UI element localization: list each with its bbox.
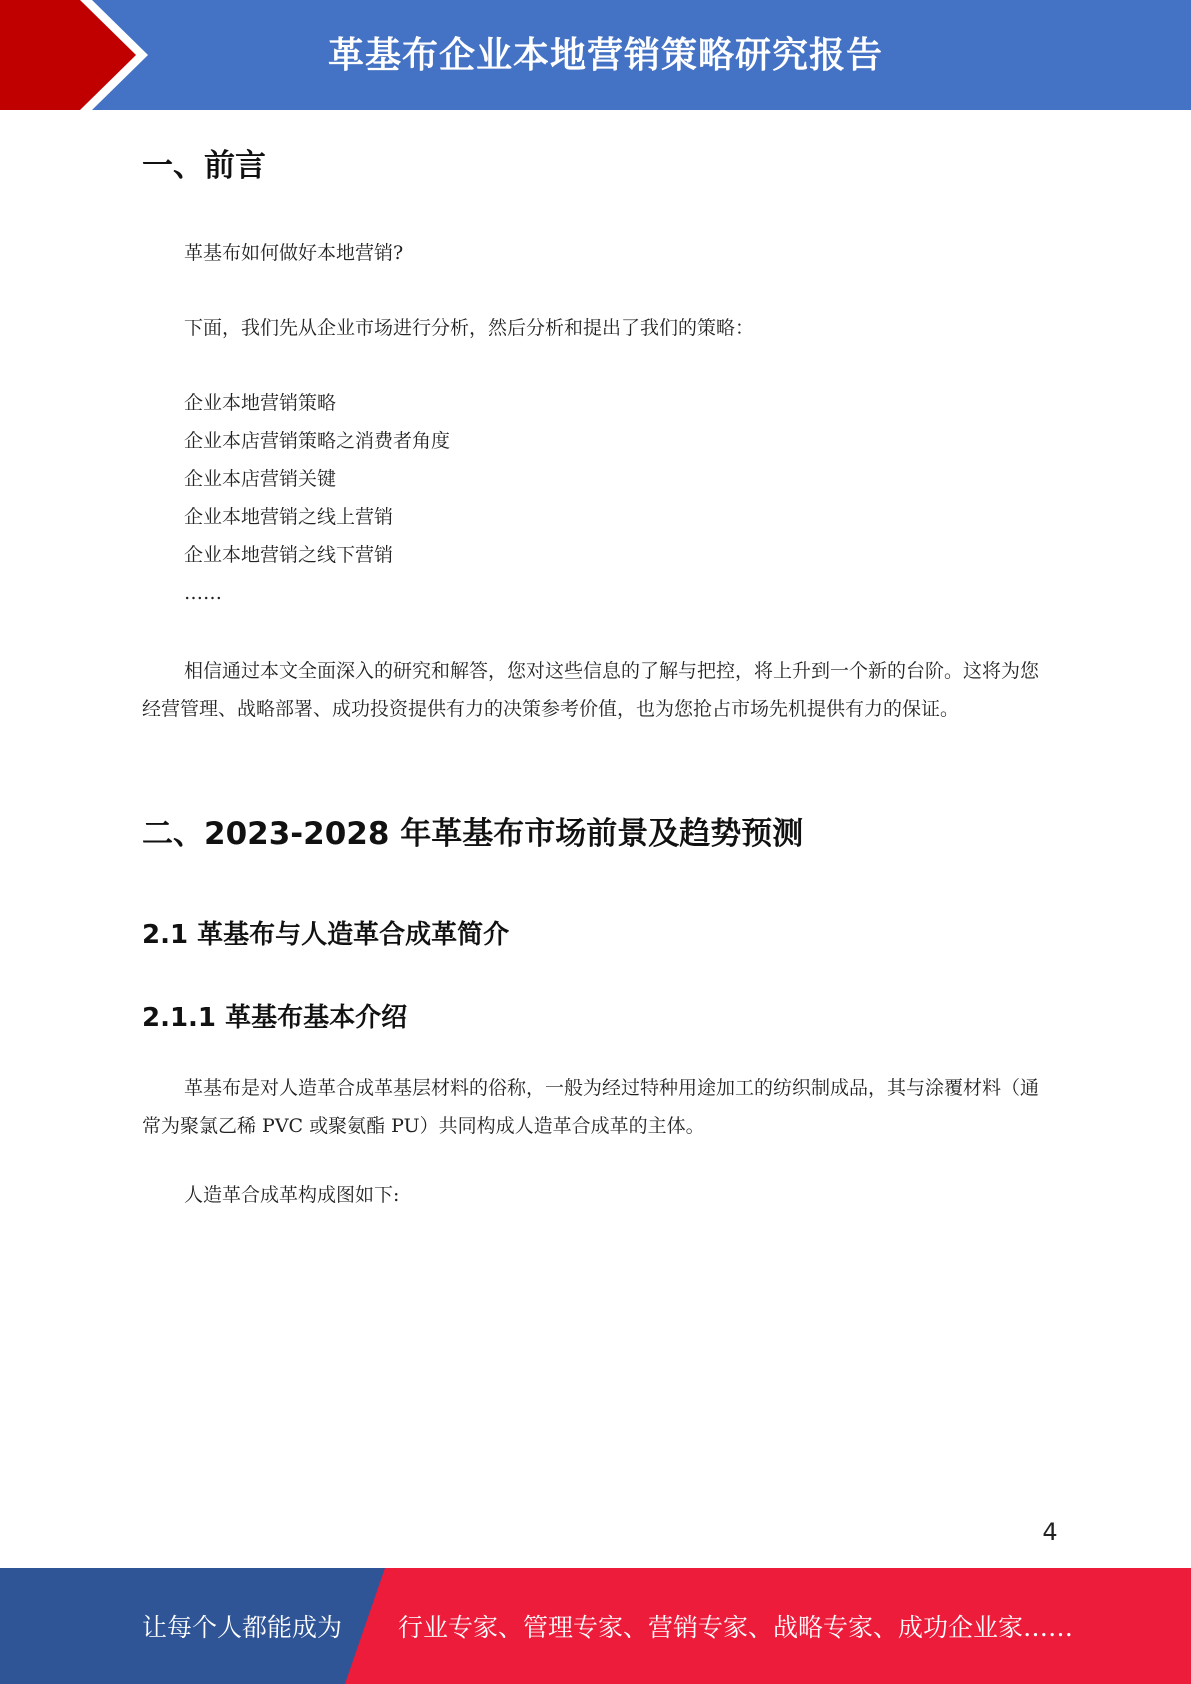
section-2-1-1-heading: 2.1.1 革基布基本介绍: [142, 1003, 408, 1033]
definition-paragraph: 革基布是对人造革合成革基层材料的俗称，一般为经过特种用途加工的纺织制成品，其与涂覆材料（通常为聚氯乙稀 PVC 或聚氨酯 PU）共同构成人造革合成革的主体。: [142, 1077, 1040, 1137]
section-1-heading: 一、前言: [142, 148, 266, 184]
page-number: 4: [1042, 1518, 1058, 1546]
strategy-list: [184, 384, 450, 612]
list-item: 企业本地营销之线下营销: [184, 544, 394, 566]
page-header: [0, 0, 1191, 110]
report-title: 革基布企业本地营销策略研究报告: [327, 34, 883, 76]
list-item: 企业本店营销策略之消费者角度: [184, 430, 451, 452]
footer-slogan-left: 让每个人都能成为: [142, 1613, 343, 1642]
list-item: 企业本店营销关键: [184, 468, 337, 490]
intro-question: 革基布如何做好本地营销?: [184, 242, 404, 264]
intro-paragraph: 下面，我们先从企业市场进行分析，然后分析和提出了我们的策略：: [184, 317, 755, 339]
list-item: 企业本地营销之线上营销: [184, 506, 394, 528]
section-2-1-heading: 2.1 革基布与人造革合成革简介: [142, 920, 510, 950]
figure-intro: 人造革合成革构成图如下:: [184, 1184, 400, 1206]
footer-slogan-right: 行业专家、管理专家、营销专家、战略专家、成功企业家……: [398, 1613, 1074, 1642]
list-item: 企业本地营销策略: [184, 392, 337, 414]
page-footer: [0, 1568, 1191, 1684]
conclusion-paragraph: 相信通过本文全面深入的研究和解答，您对这些信息的了解与把控，将上升到一个新的台阶。这将为您经营管理、战略部署、成功投资提供有力的决策参考价值，也为您抢占市场先机提供有力的保证。: [142, 660, 1040, 720]
section-2-heading: 二、2023-2028 年革基布市场前景及趋势预测: [142, 816, 804, 852]
list-item: ……: [184, 582, 222, 604]
